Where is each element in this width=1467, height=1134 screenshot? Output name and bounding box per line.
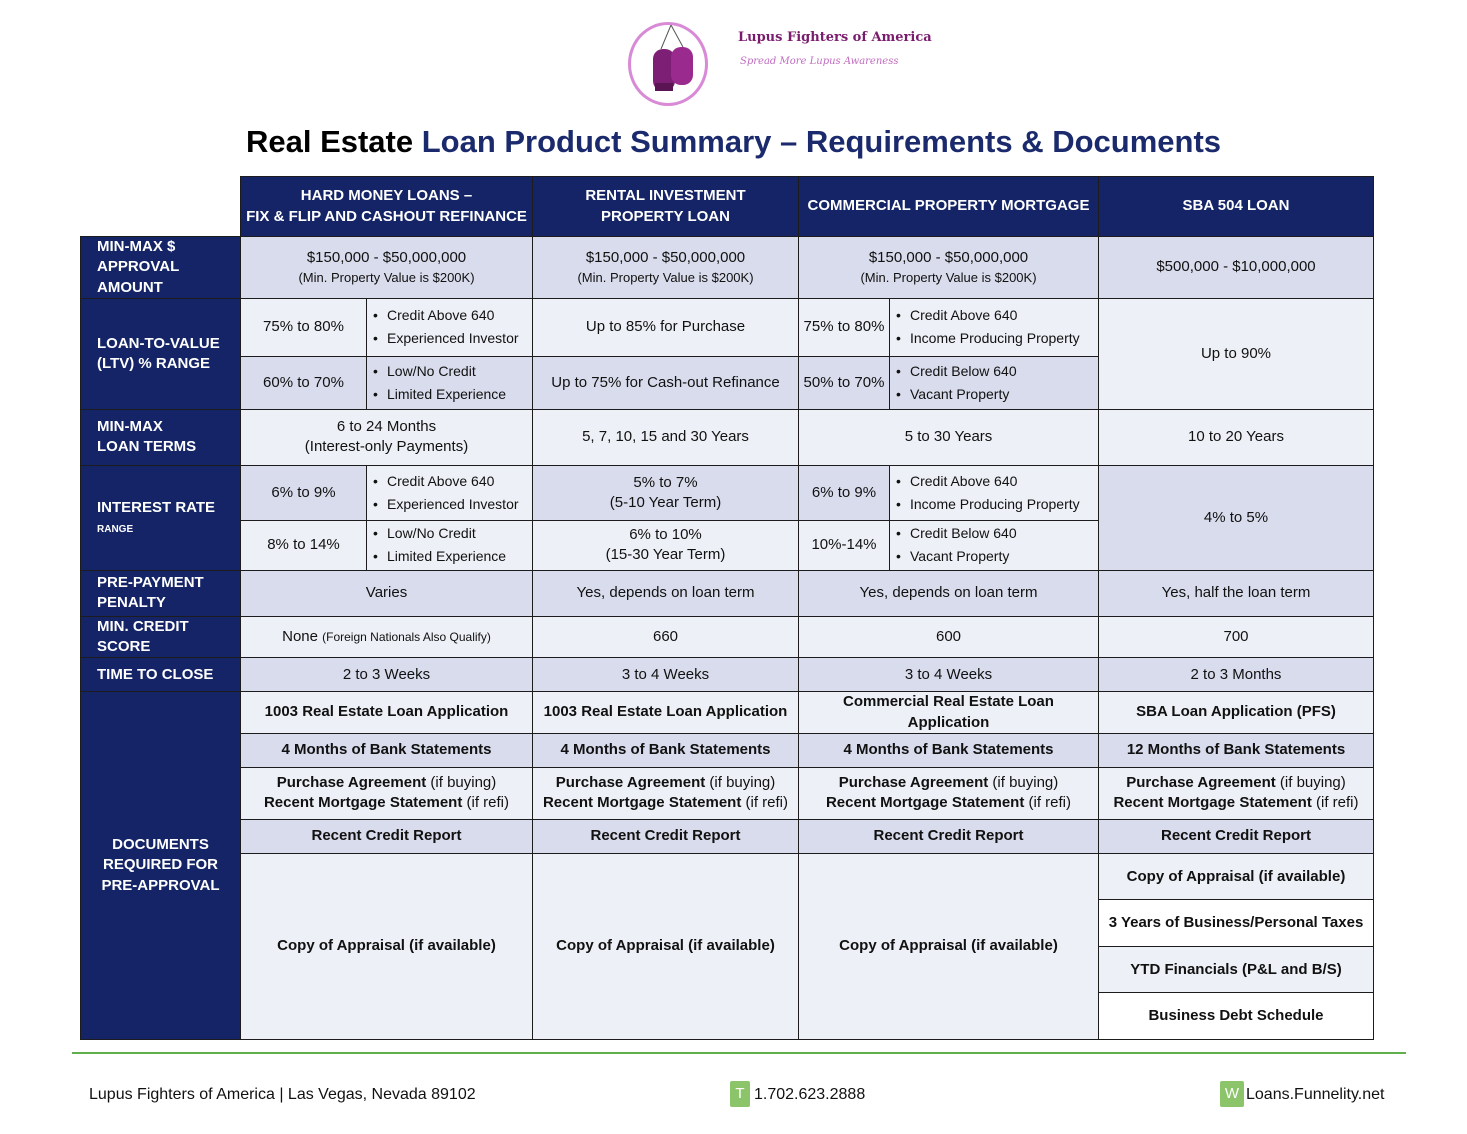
- approval-hard-money: [241, 237, 533, 299]
- row-label-interest-small: RANGE: [97, 523, 134, 535]
- int-hm-a-bullet-1: • Credit Above 640: [371, 470, 528, 493]
- doc-sba-taxes: 3 Years of Business/Personal Taxes: [1099, 900, 1373, 946]
- doc-mortgage-hm-note: (if refi): [462, 794, 510, 812]
- ltv-com-b-bullet-2: • Vacant Property: [894, 383, 1094, 406]
- prepay-commercial: Yes, depends on loan term: [799, 570, 1099, 616]
- credit-commercial: 600: [799, 616, 1099, 658]
- col-header-hard-money-line1: HARD MONEY LOANS –: [300, 187, 473, 205]
- ltv-commercial-a-conditions: [890, 298, 1099, 356]
- doc-bank-commercial: 4 Months of Bank Statements: [799, 733, 1099, 767]
- doc-purchase-com-label: Purchase Agreement: [838, 774, 989, 791]
- row-label-approval: [81, 237, 241, 299]
- doc-appraisal-sba: Copy of Appraisal (if available): [1099, 854, 1373, 900]
- col-header-rental-line1: RENTAL INVESTMENT: [585, 187, 746, 205]
- doc-application-hard-money: 1003 Real Estate Loan Application: [241, 692, 533, 734]
- row-doc-credit-report: [81, 819, 1374, 853]
- doc-purchase-rental-line2: [537, 793, 794, 813]
- row-doc-bank: [81, 733, 1374, 767]
- doc-credit-report-commercial: Recent Credit Report: [799, 819, 1099, 853]
- boxing-gloves-icon: [631, 25, 705, 103]
- doc-purchase-rental-note: (if buying): [705, 774, 776, 791]
- ltv-commercial-b-conditions: [890, 356, 1099, 409]
- row-credit: [81, 616, 1374, 658]
- header-row: [81, 177, 1374, 237]
- row-doc-application: [81, 692, 1374, 734]
- doc-bank-rental: 4 Months of Bank Statements: [533, 733, 799, 767]
- row-doc-purchase: [81, 767, 1374, 819]
- int-com-b-bullet-2: • Vacant Property: [894, 545, 1094, 568]
- int-hm-b-bullet-1: • Low/No Credit: [371, 522, 528, 545]
- row-label-ltv-line1: LOAN-TO-VALUE: [97, 334, 220, 352]
- credit-rental: 660: [533, 616, 799, 658]
- footer-address: Lupus Fighters of America | Las Vegas, Nevada 89102: [89, 1086, 476, 1103]
- ltv-commercial-b: 50% to 70%: [799, 356, 890, 409]
- approval-rental-value: $150,000 - $50,000,000: [585, 249, 746, 267]
- row-approval: [81, 237, 1374, 299]
- doc-credit-report-sba: Recent Credit Report: [1099, 819, 1374, 853]
- doc-mortgage-rental-note: (if refi): [741, 794, 789, 812]
- footer-phone[interactable]: 1.702.623.2888: [754, 1086, 866, 1103]
- col-header-hard-money-line2: FIX & FLIP AND CASHOUT REFINANCE: [246, 207, 527, 225]
- row-label-prepay: [81, 570, 241, 616]
- approval-commercial: [799, 237, 1099, 299]
- int-com-a-bullet-2: • Income Producing Property: [894, 493, 1094, 516]
- ltv-sba: Up to 90%: [1099, 298, 1374, 409]
- loan-summary-table: [80, 176, 1374, 1040]
- interest-rental-b-note: (15-30 Year Term): [605, 546, 726, 564]
- int-hm-a-bullet-2: • Experienced Investor: [371, 493, 528, 516]
- doc-purchase-hard-money: [241, 767, 533, 819]
- doc-credit-report-hard-money: Recent Credit Report: [241, 819, 533, 853]
- ltv-hm-b-bullet-2: • Limited Experience: [371, 383, 528, 406]
- row-label-approval-line2: APPROVAL AMOUNT: [97, 258, 179, 296]
- doc-mortgage-sba-label: Recent Mortgage Statement: [1113, 794, 1312, 812]
- phone-icon: T: [730, 1081, 750, 1107]
- credit-sba: 700: [1099, 616, 1374, 658]
- col-header-commercial: COMMERCIAL PROPERTY MORTGAGE: [799, 177, 1099, 237]
- interest-rental-a-note: (5-10 Year Term): [609, 493, 722, 511]
- approval-commercial-value: $150,000 - $50,000,000: [868, 249, 1029, 267]
- interest-rental-a: [533, 465, 799, 520]
- doc-purchase-sba-note: (if buying): [1275, 774, 1346, 791]
- row-label-approval-line1: MIN-MAX $: [97, 238, 176, 255]
- row-doc-appraisal: [81, 853, 1374, 946]
- approval-hard-money-value: $150,000 - $50,000,000: [306, 249, 467, 267]
- logo-name: Lupus Fighters of America: [738, 30, 932, 45]
- doc-sba-debt: Business Debt Schedule: [1099, 993, 1373, 1039]
- credit-hard-money: [241, 616, 533, 658]
- interest-commercial-b: 10%-14%: [799, 520, 890, 570]
- page-title: [0, 124, 1467, 160]
- col-header-hard-money: [241, 177, 533, 237]
- approval-rental: [533, 237, 799, 299]
- row-close: [81, 658, 1374, 692]
- web-icon: W: [1220, 1081, 1244, 1107]
- row-label-interest-line2: [97, 518, 236, 538]
- terms-commercial: 5 to 30 Years: [799, 409, 1099, 465]
- doc-purchase-hm-label: Purchase Agreement: [276, 774, 427, 791]
- interest-hard-money-b-conditions: [367, 520, 533, 570]
- doc-purchase-com-line1: [803, 773, 1094, 793]
- doc-purchase-sba-line2: [1103, 793, 1369, 813]
- prepay-rental: Yes, depends on loan term: [533, 570, 799, 616]
- doc-purchase-rental-label: Purchase Agreement: [555, 774, 706, 791]
- prepay-sba: Yes, half the loan term: [1099, 570, 1374, 616]
- doc-mortgage-com-note: (if refi): [1024, 794, 1072, 812]
- doc-purchase-com-note: (if buying): [988, 774, 1059, 791]
- row-label-interest: [81, 465, 241, 570]
- close-sba: 2 to 3 Months: [1099, 658, 1374, 692]
- approval-rental-note: (Min. Property Value is $200K): [577, 269, 754, 285]
- ltv-com-b-bullet-1: • Credit Below 640: [894, 360, 1094, 383]
- row-label-close: TIME TO CLOSE: [81, 658, 241, 692]
- doc-purchase-sba-line1: [1103, 773, 1369, 793]
- ltv-rental-a: Up to 85% for Purchase: [533, 298, 799, 356]
- doc-purchase-sba-label: Purchase Agreement: [1126, 774, 1276, 791]
- interest-hard-money-a-conditions: [367, 465, 533, 520]
- doc-sba-lower: [1099, 946, 1374, 1039]
- ltv-hm-a-bullet-2: • Experienced Investor: [371, 327, 528, 350]
- doc-mortgage-sba-note: (if refi): [1311, 794, 1359, 812]
- doc-appraisal-commercial: Copy of Appraisal (if available): [799, 853, 1099, 1039]
- row-interest-a: [81, 465, 1374, 520]
- row-label-prepay-line2: PENALTY: [97, 594, 166, 612]
- footer-website[interactable]: Loans.Funnelity.net: [1246, 1086, 1385, 1103]
- ltv-hard-money-a: 75% to 80%: [241, 298, 367, 356]
- close-hard-money: 2 to 3 Weeks: [241, 658, 533, 692]
- ltv-hm-a-bullet-1: • Credit Above 640: [371, 304, 528, 327]
- doc-purchase-sba: [1099, 767, 1374, 819]
- row-label-ltv: [81, 298, 241, 409]
- prepay-hard-money: Varies: [241, 570, 533, 616]
- doc-purchase-com-line2: [803, 793, 1094, 813]
- approval-hard-money-note: (Min. Property Value is $200K): [298, 269, 475, 285]
- interest-sba: 4% to 5%: [1099, 465, 1374, 570]
- row-prepay: [81, 570, 1374, 616]
- doc-appraisal-hard-money: Copy of Appraisal (if available): [241, 853, 533, 1039]
- doc-sba-ytd: YTD Financials (P&L and B/S): [1099, 947, 1373, 993]
- ltv-com-a-bullet-2: • Income Producing Property: [894, 327, 1094, 350]
- logo-tagline: Spread More Lupus Awareness: [740, 56, 899, 67]
- int-com-b-bullet-1: • Credit Below 640: [894, 522, 1094, 545]
- row-label-ltv-line2: (LTV) % RANGE: [97, 354, 211, 372]
- terms-hard-money-value: 6 to 24 Months: [336, 418, 437, 435]
- doc-purchase-hm-note: (if buying): [426, 774, 497, 791]
- documents-label-line3: PRE-APPROVAL: [101, 876, 220, 894]
- doc-purchase-hm-line2: [245, 793, 528, 813]
- interest-rental-b: [533, 520, 799, 570]
- header-blank: [81, 177, 241, 237]
- row-label-terms: [81, 409, 241, 465]
- col-header-sba: SBA 504 LOAN: [1099, 177, 1374, 237]
- logo-circle: [628, 22, 708, 106]
- doc-bank-hard-money: 4 Months of Bank Statements: [241, 733, 533, 767]
- row-label-terms-line1: MIN-MAX: [97, 418, 163, 435]
- interest-hard-money-a: 6% to 9%: [241, 465, 367, 520]
- documents-label-line2: REQUIRED FOR: [102, 856, 218, 874]
- terms-sba: 10 to 20 Years: [1099, 409, 1374, 465]
- doc-purchase-commercial: [799, 767, 1099, 819]
- credit-hard-money-note: (Foreign Nationals Also Qualify): [322, 629, 491, 644]
- title-part2: Loan Product Summary – Requirements & Documents: [413, 124, 1222, 159]
- int-hm-b-bullet-2: • Limited Experience: [371, 545, 528, 568]
- row-terms: [81, 409, 1374, 465]
- doc-bank-sba: 12 Months of Bank Statements: [1099, 733, 1374, 767]
- approval-commercial-note: (Min. Property Value is $200K): [860, 269, 1037, 285]
- title-part1: Real Estate: [245, 124, 414, 159]
- interest-rental-a-value: 5% to 7%: [633, 473, 698, 491]
- doc-purchase-hm-line1: [245, 773, 528, 793]
- doc-sba-upper: [1099, 853, 1374, 946]
- row-label-terms-line2: LOAN TERMS: [97, 438, 197, 456]
- documents-label: [81, 692, 241, 1040]
- interest-commercial-b-conditions: [890, 520, 1099, 570]
- doc-mortgage-com-label: Recent Mortgage Statement: [825, 794, 1025, 812]
- col-header-rental-line2: PROPERTY LOAN: [601, 207, 730, 225]
- doc-purchase-rental-line1: [537, 773, 794, 793]
- close-rental: 3 to 4 Weeks: [533, 658, 799, 692]
- documents-label-line1: DOCUMENTS: [112, 836, 209, 854]
- ltv-hard-money-a-conditions: [367, 298, 533, 356]
- interest-rental-b-value: 6% to 10%: [629, 526, 702, 543]
- interest-commercial-a-conditions: [890, 465, 1099, 520]
- doc-application-sba: SBA Loan Application (PFS): [1099, 692, 1374, 734]
- row-label-interest-line1: INTEREST RATE: [97, 498, 216, 516]
- row-label-credit: MIN. CREDIT SCORE: [81, 616, 241, 658]
- doc-application-commercial: Commercial Real Estate Loan Application: [799, 692, 1099, 734]
- doc-purchase-rental: [533, 767, 799, 819]
- row-label-prepay-line1: PRE-PAYMENT: [97, 574, 204, 591]
- doc-mortgage-rental-label: Recent Mortgage Statement: [542, 794, 742, 812]
- row-ltv-a: [81, 298, 1374, 356]
- ltv-hard-money-b-conditions: [367, 356, 533, 409]
- ltv-hm-b-bullet-1: • Low/No Credit: [371, 360, 528, 383]
- ltv-com-a-bullet-1: • Credit Above 640: [894, 304, 1094, 327]
- doc-mortgage-hm-label: Recent Mortgage Statement: [263, 794, 463, 812]
- close-commercial: 3 to 4 Weeks: [799, 658, 1099, 692]
- ltv-hard-money-b: 60% to 70%: [241, 356, 367, 409]
- int-com-a-bullet-1: • Credit Above 640: [894, 470, 1094, 493]
- col-header-rental: [533, 177, 799, 237]
- doc-application-rental: 1003 Real Estate Loan Application: [533, 692, 799, 734]
- footer-divider: [72, 1052, 1406, 1054]
- approval-sba: $500,000 - $10,000,000: [1099, 237, 1374, 299]
- terms-hard-money: [241, 409, 533, 465]
- terms-rental: 5, 7, 10, 15 and 30 Years: [533, 409, 799, 465]
- interest-hard-money-b: 8% to 14%: [241, 520, 367, 570]
- ltv-rental-b: Up to 75% for Cash-out Refinance: [533, 356, 799, 409]
- terms-hard-money-note: (Interest-only Payments): [304, 438, 469, 456]
- interest-commercial-a: 6% to 9%: [799, 465, 890, 520]
- ltv-commercial-a: 75% to 80%: [799, 298, 890, 356]
- credit-hard-money-value: None: [282, 627, 323, 645]
- doc-appraisal-rental: Copy of Appraisal (if available): [533, 853, 799, 1039]
- doc-credit-report-rental: Recent Credit Report: [533, 819, 799, 853]
